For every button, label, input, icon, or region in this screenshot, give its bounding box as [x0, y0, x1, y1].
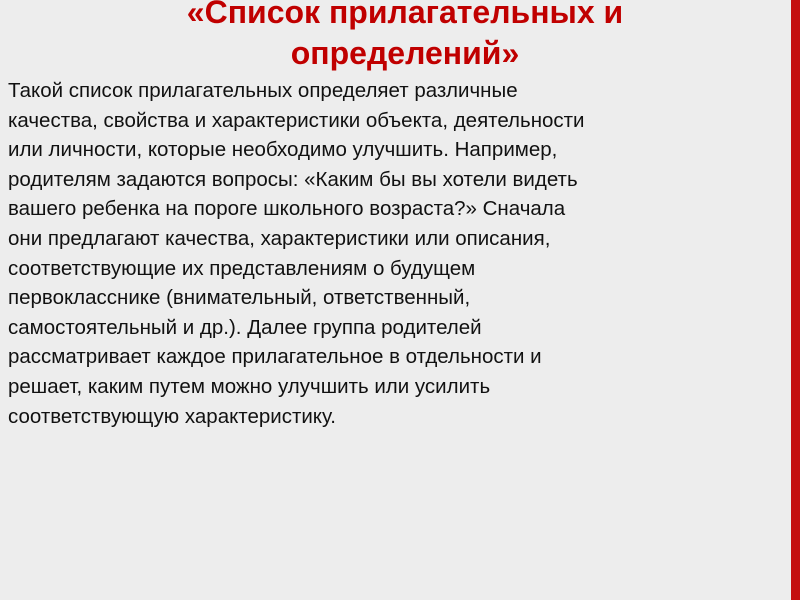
body-line: или личности, которые необходимо улучшить. Например, [8, 138, 558, 162]
body-line: Такой список прилагательных определяет различные [8, 79, 518, 102]
body-line: самостоятельный и др.). Далее группа родителей [8, 315, 482, 339]
body-line: соответствующую характеристику. [8, 404, 336, 428]
slide-title-line-2: определений» [290, 35, 520, 71]
body-line: родителям задаются вопросы: «Каким бы вы хотели видеть [8, 167, 578, 191]
body-line: решает, каким путем можно улучшить или усилить [8, 374, 491, 398]
slide-body-text [8, 76, 800, 431]
body-line: первокласснике (внимательный, ответственный, [8, 286, 471, 310]
body-line: вашего ребенка на пороге школьного возраста?» Сначала [8, 197, 566, 221]
body-line: рассматривает каждое прилагательное в отдельности и [8, 345, 542, 369]
slide-title [60, 0, 750, 74]
body-line: соответствующие их представлениям о будущем [8, 256, 476, 280]
body-line: они предлагают качества, характеристики или описания, [8, 226, 551, 250]
slide-title-line-1: «Список прилагательных и [186, 0, 624, 30]
body-line: качества, свойства и характеристики объекта, деятельности [8, 108, 585, 132]
